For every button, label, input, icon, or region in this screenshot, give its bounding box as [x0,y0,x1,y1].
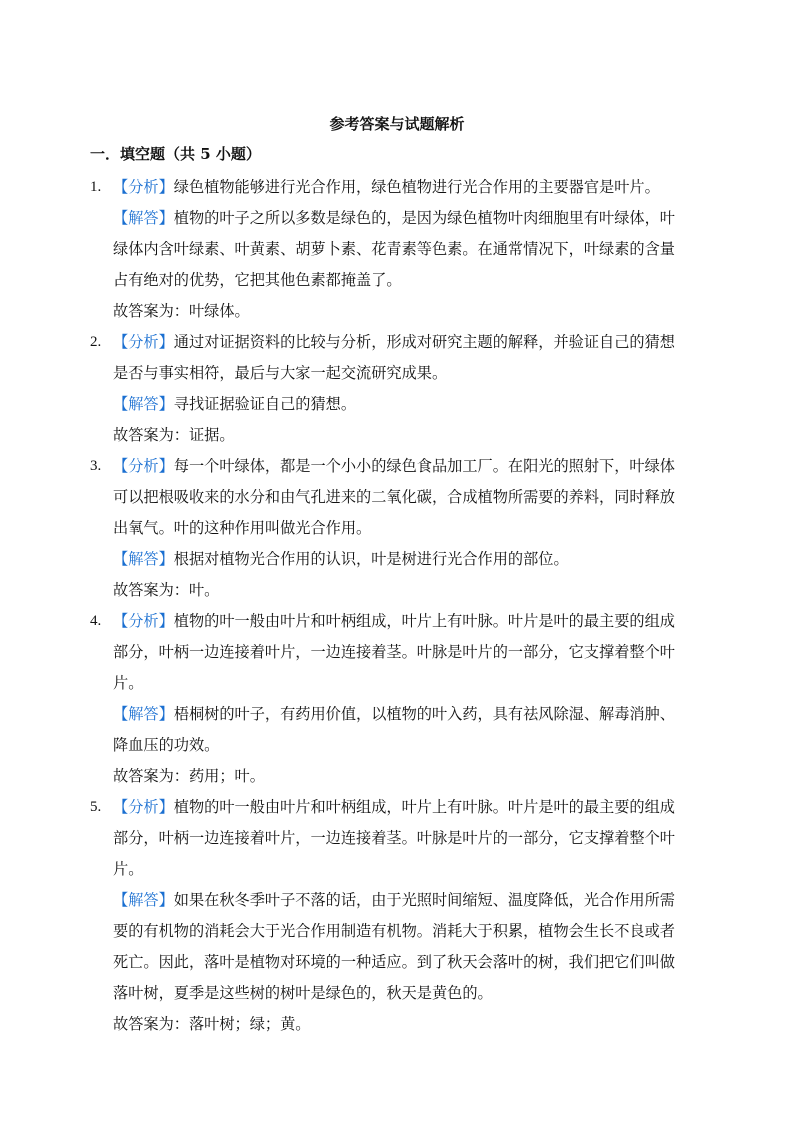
analysis-tag: 【分析】 [113,798,174,816]
analysis-text: 出氧气。叶的这种作用叫做光合作用。 [113,519,372,537]
solution-text: 根据对植物光合作用的认识，叶是树进行光合作用的部位。 [173,550,569,568]
analysis-tag: 【分析】 [113,333,174,351]
solution-tag: 【解答】 [113,395,174,413]
analysis-line [113,331,675,353]
solution-text: 死亡。因此，落叶是植物对环境的一种适应。到了秋天会落叶的树，我们把它们叫做 [113,953,675,971]
question-number: 4. [90,613,102,629]
solution-tag: 【解答】 [113,550,174,568]
solution-line [113,889,675,911]
solution-line [113,393,356,415]
solution-line [113,951,675,973]
solution-line [113,734,219,756]
analysis-line [113,796,675,818]
analysis-line [113,517,371,539]
solution-text: 落叶树，夏季是这些树的树叶是绿色的，秋天是黄色的。 [113,984,493,1002]
question-number: 2. [90,334,102,350]
analysis-tag: 【分析】 [113,612,174,630]
analysis-text: 可以把根吸收来的水分和由气孔进来的二氧化碳，合成植物所需要的养料，同时释放 [113,488,675,506]
solution-tag: 【解答】 [113,209,174,227]
question-number: 5. [90,799,102,815]
analysis-text: 部分，叶柄一边连接着叶片，一边连接着茎。叶脉是叶片的一部分，它支撑着整个叶 [113,829,675,847]
analysis-text: 植物的叶一般由叶片和叶柄组成，叶片上有叶脉。叶片是叶的最主要的组成 [173,612,675,630]
analysis-text: 每一个叶绿体，都是一个小小的绿色食品加工厂。在阳光的照射下，叶绿体 [173,457,675,475]
analysis-text: 部分，叶柄一边连接着叶片，一边连接着茎。叶脉是叶片的一部分，它支撑着整个叶 [113,643,675,661]
solution-text: 绿体内含叶绿素、叶黄素、胡萝卜素、花青素等色素。在通常情况下，叶绿素的含量 [113,240,675,258]
page-title: 参考答案与试题解析 [329,115,465,133]
solution-text: 如果在秋冬季叶子不落的话，由于光照时间缩短、温度降低，光合作用所需 [173,891,675,909]
analysis-text: 片。 [113,860,144,878]
analysis-line [113,486,675,508]
solution-line [113,269,402,291]
answer-line: 故答案为：叶绿体。 [113,302,250,320]
analysis-line [113,362,447,384]
answer-line: 故答案为：证据。 [113,426,235,444]
solution-text: 降血压的功效。 [113,736,220,754]
analysis-line [113,455,675,477]
answer-line: 故答案为：落叶树；绿；黄。 [113,1015,311,1033]
solution-line [113,238,675,260]
question-number: 3. [90,458,102,474]
analysis-tag: 【分析】 [113,457,174,475]
solution-tag: 【解答】 [113,891,174,909]
analysis-line [113,858,143,880]
analysis-line [113,641,675,663]
analysis-line [113,672,143,694]
solution-line [113,920,675,942]
solution-tag: 【解答】 [113,705,174,723]
solution-line [113,207,675,229]
analysis-text: 绿色植物能够进行光合作用，绿色植物进行光合作用的主要器官是叶片。 [173,178,660,196]
analysis-line [113,610,675,632]
solution-text: 寻找证据验证自己的猜想。 [173,395,356,413]
solution-line [113,548,569,570]
analysis-line [113,827,675,849]
solution-line [113,982,493,1004]
answer-line: 故答案为：叶。 [113,581,220,599]
solution-line [113,703,675,725]
analysis-tag: 【分析】 [113,178,174,196]
analysis-text: 通过对证据资料的比较与分析，形成对研究主题的解释，并验证自己的猜想 [173,333,675,351]
question-number: 1. [90,179,102,195]
solution-text: 要的有机物的消耗会大于光合作用制造有机物。消耗大于积累，植物会生长不良或者 [113,922,675,940]
analysis-line [113,176,660,198]
answer-line: 故答案为：药用；叶。 [113,767,265,785]
solution-text: 占有绝对的优势，它把其他色素都掩盖了。 [113,271,402,289]
analysis-text: 是否与事实相符，最后与大家一起交流研究成果。 [113,364,448,382]
solution-text: 植物的叶子之所以多数是绿色的，是因为绿色植物叶肉细胞里有叶绿体，叶 [173,209,675,227]
analysis-text: 植物的叶一般由叶片和叶柄组成，叶片上有叶脉。叶片是叶的最主要的组成 [173,798,675,816]
solution-text: 梧桐树的叶子，有药用价值，以植物的叶入药，具有祛风除湿、解毒消肿、 [173,705,675,723]
section-heading: 一．填空题（共 5 小题） [90,145,261,163]
analysis-text: 片。 [113,674,144,692]
